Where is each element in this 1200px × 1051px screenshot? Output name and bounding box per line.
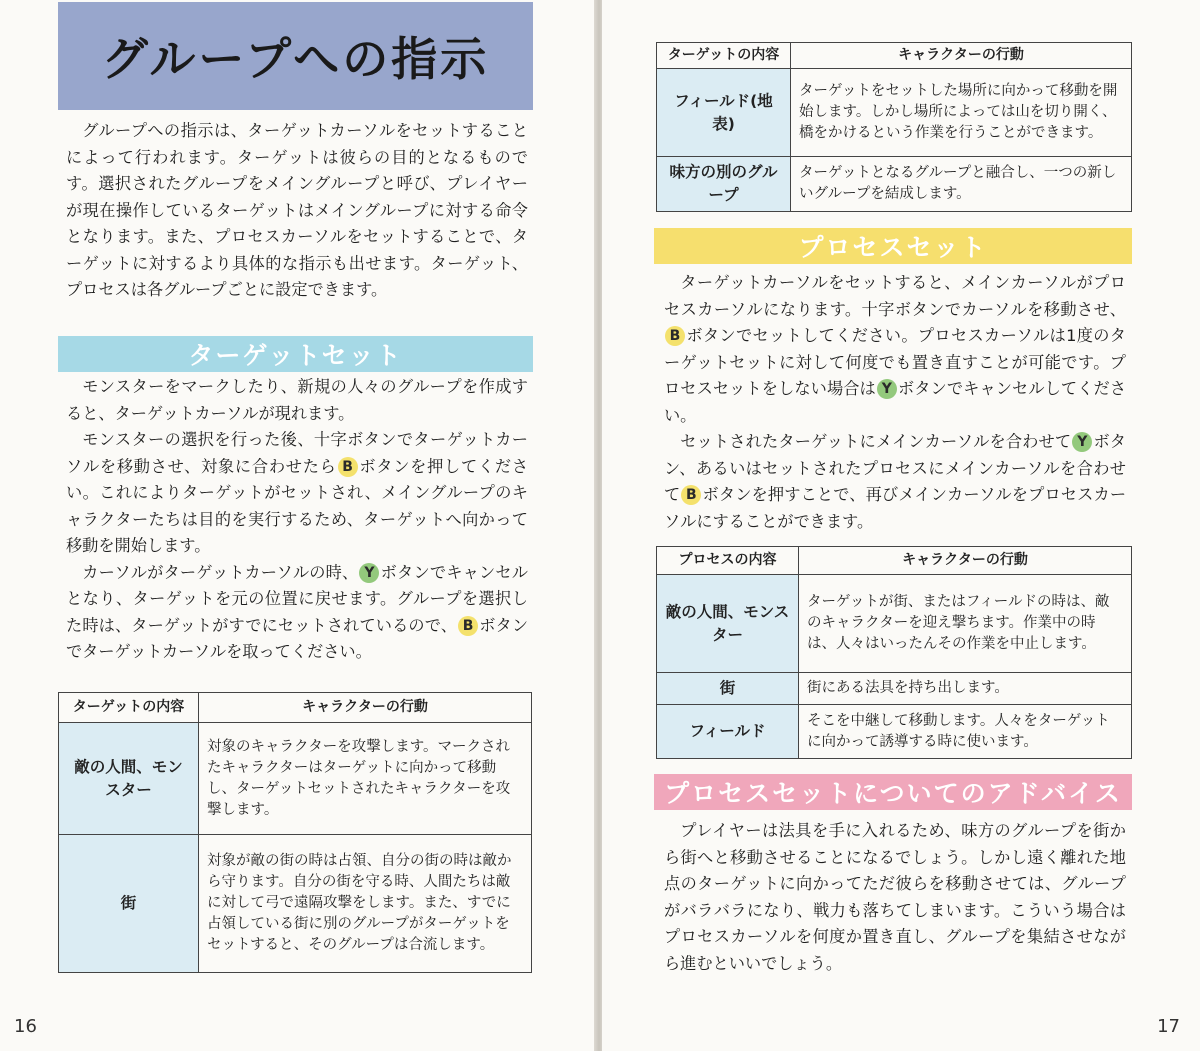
process-table [656, 546, 1132, 759]
target-set-p3-a: カーソルがターゲットカーソルの時、 [82, 562, 359, 582]
page-number-right: 17 [1157, 1016, 1180, 1037]
b-button-icon: B [681, 485, 701, 505]
table-row [59, 835, 532, 973]
target-set-p3-b: ボタンでキャンセルとなり、ターゲットを元の位置に戻せます。グループを選択した時は、ターゲットがすでにセットされているので、 [66, 562, 528, 635]
table-row [657, 575, 1132, 673]
table-row-text: ターゲットとなるグループと融合し、一つの新しいグループを結成します。 [791, 157, 1132, 212]
table-row [657, 673, 1132, 705]
process-set-p1-b: ボタンでセットしてください。プロセスカーソルは1度のターゲットセットに対して何度でも置き直すことが可能です。プロセスセットをしない場合は [664, 326, 1126, 398]
target-set-p1: モンスターをマークしたり、新規の人々のグループを作成すると、ターゲットカーソルが現れます。 [66, 377, 528, 423]
table-header-row [657, 43, 1132, 69]
intro-paragraph [66, 118, 528, 304]
intro-text: グループへの指示は、ターゲットカーソルをセットすることによって行われます。ターゲットは彼らの目的となるものです。選択されたグループをメイングループと呼び、プレイヤーが現在操作しているターゲットはメイングループに対する命令となります。また、プロセスカーソルをセットすることで、ターゲットに対するより具体的な指示も出せます。ターゲット、プロセスは各グループごとに設定できます。 [66, 121, 528, 299]
process-set-body [664, 270, 1126, 535]
process-set-p2-b: ボタン、あるいはセットされたプロセスにメインカーソルを合わせて [664, 432, 1126, 504]
advice-body [664, 818, 1126, 977]
table-header-cell: ターゲットの内容 [59, 693, 199, 723]
advice-text: プレイヤーは法具を手に入れるため、味方のグループを街から街へと移動させることになるでしょう。しかし遠く離れた地点のターゲットに向かってただ彼らを移動させては、グループがバラバラになり、戦力も落ちてしまいます。こういう場合はプロセスカーソルを何度か置き直し、グループを集結させながら進むといいでしょう。 [664, 821, 1126, 973]
process-set-p2 [664, 429, 1126, 535]
target-set-p2-a: モンスターの選択を行った後、十字ボタンでターゲットカーソルを移動させ、対象に合わせたら [66, 430, 528, 476]
target-set-heading: ターゲットセット [188, 341, 403, 370]
target-set-heading-bar [58, 336, 533, 372]
table-row-text: そこを中継して移動します。人々をターゲットに向かって誘導する時に使います。 [799, 705, 1132, 759]
table-row [657, 157, 1132, 212]
table-header-row [59, 693, 532, 723]
table-row-label: 街 [59, 835, 199, 973]
process-set-heading-bar [654, 228, 1132, 264]
advice-heading-bar [654, 774, 1132, 810]
target-set-p3 [66, 560, 528, 666]
process-set-heading: プロセスセット [798, 233, 988, 262]
table-header-cell: キャラクターの行動 [199, 693, 532, 723]
table-row-label: 街 [657, 673, 799, 705]
table-row-label: 敵の人間、モンスター [657, 575, 799, 673]
y-button-icon: Y [359, 563, 379, 583]
b-button-icon: B [665, 326, 685, 346]
table-row-text: 対象のキャラクターを攻撃します。マークされたキャラクターはターゲットに向かって移動し、ターゲットセットされたキャラクターを攻撃します。 [199, 723, 532, 835]
table-row-text: ターゲットをセットした場所に向かって移動を開始します。しかし場所によっては山を切り開く、橋をかけるという作業を行うことができます。 [791, 69, 1132, 157]
table-row-text: 対象が敵の街の時は占領、自分の街の時は敵から守ります。自分の街を守る時、人間たちは敵に対して弓で遠隔攻撃をします。また、すでに占領している街に別のグループがターゲットをセットすると、そのグループは合流します。 [199, 835, 532, 973]
page-title: グループへの指示 [101, 32, 490, 86]
target-set-p2 [66, 427, 528, 560]
process-set-p1 [664, 270, 1126, 429]
left-page [0, 0, 596, 1051]
table-row [59, 723, 532, 835]
table-header-cell: キャラクターの行動 [791, 43, 1132, 69]
b-button-icon: B [458, 616, 478, 636]
b-button-icon: B [338, 457, 358, 477]
target-table-left [58, 692, 532, 973]
y-button-icon: Y [1072, 432, 1092, 452]
table-row-label: 敵の人間、モンスター [59, 723, 199, 835]
target-set-p3-c: ボタンでターゲットカーソルを取ってください。 [66, 615, 529, 661]
target-set-p2-b: ボタンを押してください。これによりターゲットがセットされ、メイングループのキャラクターたちは目的を実行するため、ターゲットへ向かって移動を開始します。 [66, 456, 529, 555]
right-page [602, 0, 1200, 1051]
table-row-text: ターゲットが街、またはフィールドの時は、敵のキャラクターを迎え撃ちます。作業中の時は、人々はいったんその作業を中止します。 [799, 575, 1132, 673]
table-header-row [657, 547, 1132, 575]
table-row-text: 街にある法具を持ち出します。 [799, 673, 1132, 705]
advice-heading: プロセスセットについてのアドバイス [664, 779, 1122, 808]
table-row-label: フィールド(地表) [657, 69, 791, 157]
process-set-p1-a: ターゲットカーソルをセットすると、メインカーソルがプロセスカーソルになります。十字ボタンでカーソルを移動させ、 [664, 273, 1126, 319]
target-set-body [66, 374, 528, 666]
table-header-cell: キャラクターの行動 [799, 547, 1132, 575]
process-set-p2-c: ボタンを押すことで、再びメインカーソルをプロセスカーソルにすることができます。 [664, 485, 1127, 531]
title-banner [58, 2, 533, 110]
table-header-cell: プロセスの内容 [657, 547, 799, 575]
table-row [657, 705, 1132, 759]
y-button-icon: Y [877, 379, 897, 399]
target-table-continued [656, 42, 1132, 212]
process-set-p1-c: ボタンでキャンセルしてください。 [664, 379, 1127, 425]
table-header-cell: ターゲットの内容 [657, 43, 791, 69]
table-row-label: 味方の別のグループ [657, 157, 791, 212]
page-number-left: 16 [14, 1016, 37, 1037]
process-set-p2-a: セットされたターゲットにメインカーソルを合わせて [680, 432, 1072, 451]
table-row-label: フィールド [657, 705, 799, 759]
table-row [657, 69, 1132, 157]
